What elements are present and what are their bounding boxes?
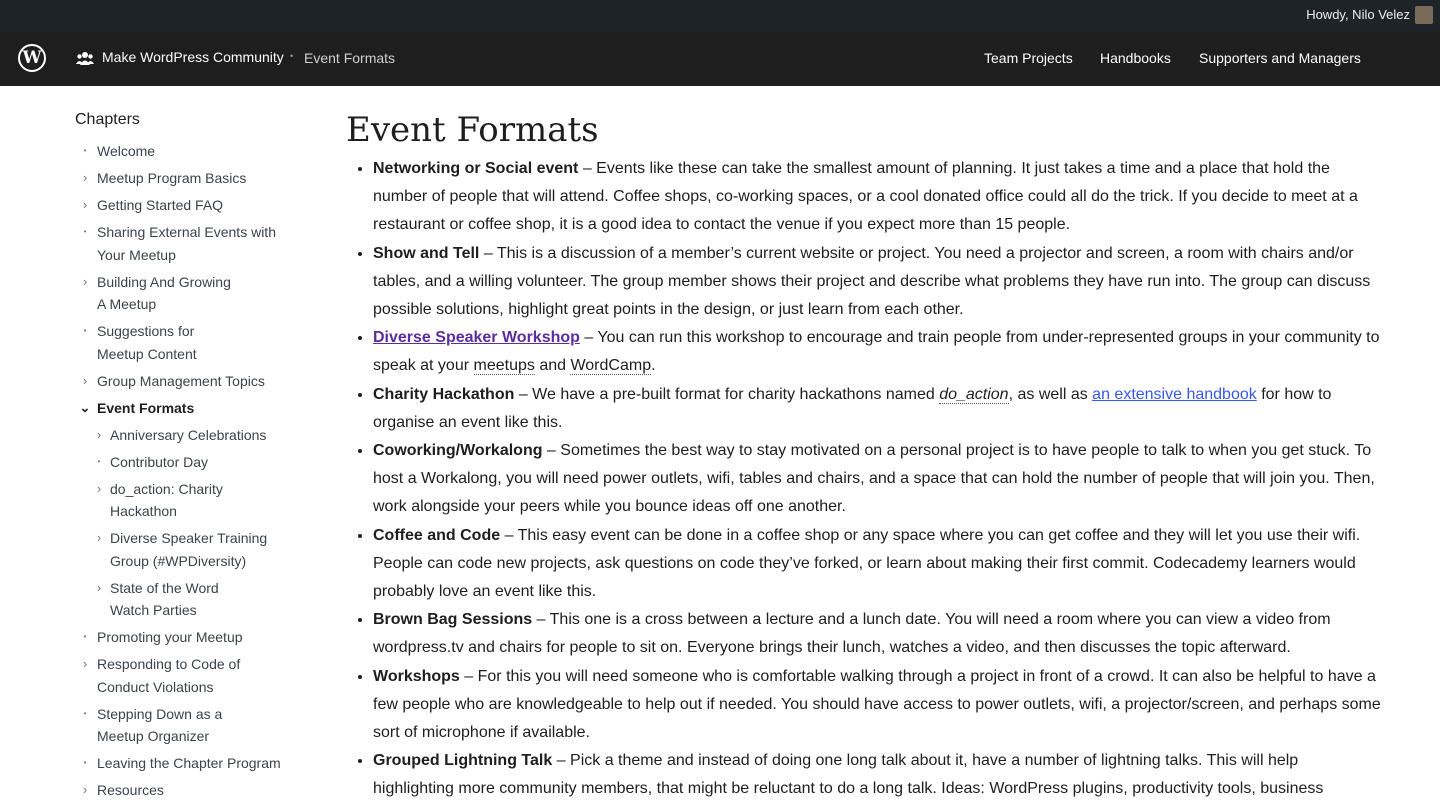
sidebar-item[interactable] xyxy=(75,271,315,316)
format-description: – Pick a theme and instead of doing one long talk about it, have a number of lightning talks. This will help highlighting more community members, that might be reluctant to do a long talk. Ideas: WordPress plugins, productivity tools, business xyxy=(373,752,1324,798)
list-item xyxy=(373,747,1383,803)
sidebar-item-label: Meetup Organizer xyxy=(97,728,210,744)
format-description: – This easy event can be done in a coffee shop or any space where you can get coffee and they will let you use their wifi. People can code new projects, ask questions on code they’ve forked, or learn about making their first commit. Codecademy learners would probably love an event like this. xyxy=(373,526,1361,601)
sidebar-item[interactable] xyxy=(75,370,315,393)
sidebar-item[interactable] xyxy=(75,703,315,748)
sidebar-item-label: Your Meetup xyxy=(97,246,176,263)
breadcrumb-current: Event Formats xyxy=(304,50,396,66)
chevron-right-icon[interactable]: › xyxy=(96,480,102,496)
list-item xyxy=(373,606,1383,662)
site-title-link[interactable]: Make WordPress Community xyxy=(102,49,284,65)
sidebar-item[interactable] xyxy=(75,320,315,365)
sidebar-item-label: Event Formats xyxy=(97,399,195,416)
sidebar-item[interactable] xyxy=(75,626,315,649)
format-description: – This one is a cross between a lecture and a lunch date. You will need a room where you can view a video from wordpress.tv and chairs for people to sit on. Everyone brings their lunch, watches a video, and then discusses the topic afterward. xyxy=(373,611,1331,657)
chevron-right-icon[interactable]: › xyxy=(96,530,102,545)
sidebar-item-label: Group (#WPDiversity) xyxy=(110,552,247,569)
sidebar-item[interactable] xyxy=(75,194,315,217)
list-item xyxy=(373,437,1383,522)
sidebar-item-label: Suggestions for xyxy=(97,323,195,339)
chevron-right-icon[interactable]: › xyxy=(82,782,88,797)
admin-bar xyxy=(0,0,1440,32)
sidebar-item[interactable] xyxy=(75,221,315,266)
sidebar-item-label: Welcome xyxy=(97,143,156,159)
bullet-icon: • xyxy=(83,227,87,236)
sidebar-item[interactable] xyxy=(75,527,315,572)
sidebar-item-label: do_action: Charity xyxy=(110,480,223,497)
format-description: – Events like these can take the smallest amount of planning. It just takes a time and a place that hold the number of people that will attend. Coffee shops, co-working spaces, or a cool donated office could all do the trick. If you decide to meet at a restaurant or coffee shop, it is a good idea to contact the venue if you expect more than 15 people. xyxy=(373,160,1358,234)
glossary-term-meetups[interactable]: meetups xyxy=(473,357,535,375)
list-item xyxy=(373,663,1383,748)
list-item xyxy=(373,240,1383,325)
sidebar-item-label: Contributor Day xyxy=(110,453,209,470)
chevron-right-icon[interactable]: › xyxy=(82,656,88,671)
sidebar-item[interactable] xyxy=(75,478,315,523)
format-name: Coffee and Code xyxy=(373,526,501,544)
list-item xyxy=(373,522,1383,607)
wordpress-logo-icon[interactable]: W xyxy=(18,44,46,72)
format-description: – For this you will need someone who is comfortable walking through a project in front of a crowd. It can also be helpful to have a few people who are knowledgeable to help out if needed. You should have access to power outlets, wifi, a projector/screen, and perhaps some sort of microphone if available. xyxy=(373,667,1381,742)
format-description: – We have a pre-built format for charity hackathons named xyxy=(514,385,940,403)
chevron-right-icon[interactable]: › xyxy=(82,170,88,185)
sidebar-item[interactable] xyxy=(75,451,315,474)
format-name: Grouped Lightning Talk xyxy=(373,752,553,770)
bullet-icon: • xyxy=(97,456,101,466)
breadcrumb-separator: • xyxy=(290,51,294,61)
extensive-handbook-link[interactable]: an extensive handbook xyxy=(1092,385,1257,403)
sidebar-item-label: A Meetup xyxy=(97,296,157,312)
sidebar-item-label: Watch Parties xyxy=(110,602,197,618)
chapters-heading: Chapters xyxy=(75,111,140,128)
format-name: Brown Bag Sessions xyxy=(373,611,533,629)
list-item xyxy=(373,381,1383,437)
sidebar-item[interactable] xyxy=(75,752,315,775)
glossary-term-do-action[interactable]: do_action xyxy=(939,385,1009,403)
chapters-nav xyxy=(75,140,315,806)
glossary-term-wordcamp[interactable]: WordCamp xyxy=(570,357,652,375)
sidebar-item[interactable] xyxy=(75,140,315,163)
sidebar-item-label: Building And Growing xyxy=(97,273,231,290)
format-name: Networking or Social event xyxy=(373,160,579,177)
bullet-icon: • xyxy=(83,326,87,335)
nav-team-projects[interactable]: Team Projects xyxy=(984,50,1073,66)
sidebar-item-label: Responding to Code of xyxy=(97,656,241,672)
format-description: – You can run this workshop to encourage and train people from under-represented groups in your community to speak at your xyxy=(373,329,1380,375)
bullet-icon: • xyxy=(83,632,87,641)
diverse-speaker-workshop-link[interactable]: Diverse Speaker Workshop xyxy=(373,329,580,347)
community-icon xyxy=(76,50,94,66)
sidebar-item-label: Diverse Speaker Training xyxy=(110,530,268,546)
sidebar-item[interactable] xyxy=(75,653,315,698)
chevron-right-icon[interactable]: › xyxy=(82,273,88,289)
format-name: Charity Hackathon xyxy=(373,385,515,403)
avatar[interactable] xyxy=(1415,6,1433,24)
nav-supporters-managers[interactable]: Supporters and Managers xyxy=(1199,50,1361,66)
chevron-right-icon[interactable]: › xyxy=(96,426,102,442)
chevron-right-icon[interactable]: › xyxy=(82,372,88,388)
sidebar-item-label: Promoting your Meetup xyxy=(97,629,243,645)
chevron-down-icon[interactable]: ⌄ xyxy=(79,399,91,415)
format-name: Workshops xyxy=(373,667,460,685)
format-description: for how to organise an event like this. xyxy=(373,385,1332,431)
sidebar-item-label: Hackathon xyxy=(110,503,177,519)
sidebar-item[interactable] xyxy=(75,779,315,802)
bullet-icon: • xyxy=(83,708,87,718)
sidebar-item-label: Leaving the Chapter Program xyxy=(97,755,281,771)
sidebar-item-label: Stepping Down as a xyxy=(97,705,223,722)
page-title: Event Formats xyxy=(346,110,599,150)
format-description: – Sometimes the best way to stay motivated on a personal project is to have people to talk to when you get stuck. To host a Workalong, you will need power outlets, wifi, tables and chairs, and a space that can hold the number of people that will join you. Then, work alongside your peers while you bounce ideas off one another. xyxy=(373,442,1375,516)
chevron-right-icon[interactable]: › xyxy=(96,579,102,595)
sidebar-item-label: Conduct Violations xyxy=(97,678,214,695)
format-description: – This is a discussion of a member’s current website or project. You need a projector and screen, a room with chairs and/or tables, and a willing volunteer. The group member shows their project and describe what problems they have run into. The group can discuss possible solutions, highlight great points in the design, or just learn from each other. xyxy=(373,244,1371,319)
sidebar-item[interactable] xyxy=(75,424,315,447)
sidebar-item-label: Getting Started FAQ xyxy=(97,197,224,213)
sidebar-item[interactable] xyxy=(75,577,315,622)
sidebar-item-label: Group Management Topics xyxy=(97,372,265,389)
howdy-greeting[interactable]: Howdy, Nilo Velez xyxy=(1306,7,1410,22)
sidebar-item-label: Anniversary Celebrations xyxy=(110,426,267,443)
nav-handbooks[interactable]: Handbooks xyxy=(1100,50,1171,66)
sidebar-item-label: Meetup Content xyxy=(97,345,197,362)
format-description: and xyxy=(534,357,571,375)
chevron-right-icon[interactable]: › xyxy=(82,197,88,212)
sidebar-item[interactable] xyxy=(75,167,315,190)
sidebar-item-label: Sharing External Events with xyxy=(97,224,276,240)
list-item xyxy=(373,155,1383,240)
sidebar-item-label: State of the Word xyxy=(110,579,219,596)
list-item xyxy=(373,324,1383,380)
sidebar-item[interactable] xyxy=(75,397,315,420)
format-name: Show and Tell xyxy=(373,244,480,262)
sidebar-item-label: Resources xyxy=(97,782,164,798)
sidebar-item-label: Meetup Program Basics xyxy=(97,170,247,186)
format-description: , as well as xyxy=(1008,385,1093,403)
event-formats-list xyxy=(355,155,1383,804)
global-header xyxy=(0,32,1440,86)
format-name: Coworking/Workalong xyxy=(373,442,543,460)
bullet-icon: • xyxy=(83,146,87,155)
bullet-icon: • xyxy=(83,758,87,767)
format-description: . xyxy=(651,357,656,375)
